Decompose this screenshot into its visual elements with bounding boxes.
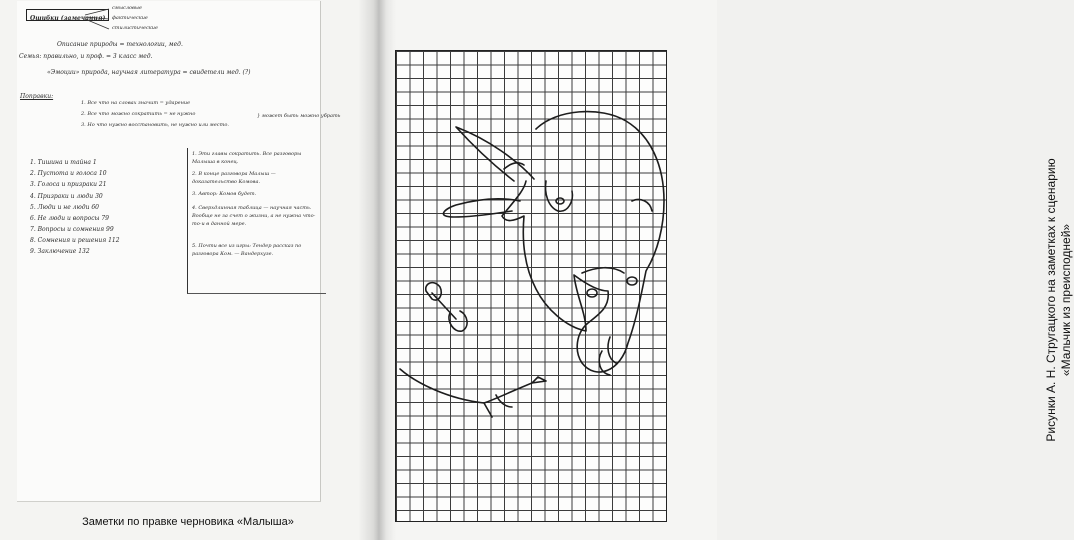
caption-line: Рисунки А. Н. Стругацкого на заметках к сценарию [1044, 158, 1058, 442]
fix-line: 3. Но что нужно восстановить, не нужно или место. [81, 122, 229, 128]
branch-item: стилистические [112, 25, 158, 31]
fix-note: } может быть можно убрать [257, 113, 341, 119]
side-note: 5. Почти все из игры: Тендер рассказ по разговора Ком. — Вандерхузе. [192, 243, 302, 257]
side-note: 1. Эти главы сократить. Все разговоры Малыша в конец. [192, 151, 302, 165]
notes-heading: Ошибки (замечания) [30, 15, 106, 22]
graph-paper-drawing [395, 50, 667, 522]
contents-item: 6. Не люди и вопросы 79 [30, 215, 109, 222]
contents-item: 8. Сомнения и решения 112 [30, 237, 120, 244]
contents-item: 3. Голоса и призраки 21 [30, 181, 107, 188]
notes-subheading: Поправки: [20, 93, 54, 100]
side-note: 3. Автор: Комов будет. [192, 191, 257, 197]
side-note: 2. В конце разговора Малыш — доказательство Комова. [192, 171, 276, 185]
definition-line: Семья: правильно, и проф. = 3 класс мед. [19, 53, 153, 60]
definition-line: «Эмоции» природа, научная литература = свидетели мед. (?) [47, 69, 251, 76]
contents-item: 9. Заключение 132 [30, 248, 90, 255]
right-page [375, 0, 1073, 540]
heading-branch-arrows [83, 5, 113, 35]
definition-line: Описание природы = технологии, мед. [57, 41, 183, 48]
contents-item: 5. Люди и не люди 60 [30, 204, 99, 211]
branch-item: смысловые [112, 5, 142, 11]
branch-item: фактические [112, 15, 148, 21]
contents-item: 7. Вопросы и сомнения 99 [30, 226, 114, 233]
sketch-drawings [396, 51, 666, 521]
contents-item: 1. Тишина и тайна 1 [30, 159, 97, 166]
contents-item: 4. Призраки и люди 30 [30, 193, 103, 200]
dagger-sketch [400, 369, 546, 417]
fix-line: 1. Все что на словах значит = ударение [81, 100, 191, 106]
dumbbell-sketch [426, 283, 467, 332]
caption-line: «Мальчик из преисподней» [1059, 223, 1073, 377]
contents-item: 2. Пустота и голоса 10 [30, 170, 107, 177]
creature-sketch [502, 112, 664, 372]
book-spine [358, 0, 396, 540]
left-page-caption: Заметки по правке черновика «Малыша» [82, 516, 294, 528]
creature-ear [456, 127, 534, 181]
side-note: 4. Сверхдлинная таблица — научная часть. Вообще не за счет о жизни, а не нужна что-то-и в данной мере. [192, 205, 316, 227]
fix-line: 2. Все что можно сократить = не нужно [81, 111, 196, 117]
side-notes-box [187, 148, 326, 294]
left-page [0, 0, 375, 540]
